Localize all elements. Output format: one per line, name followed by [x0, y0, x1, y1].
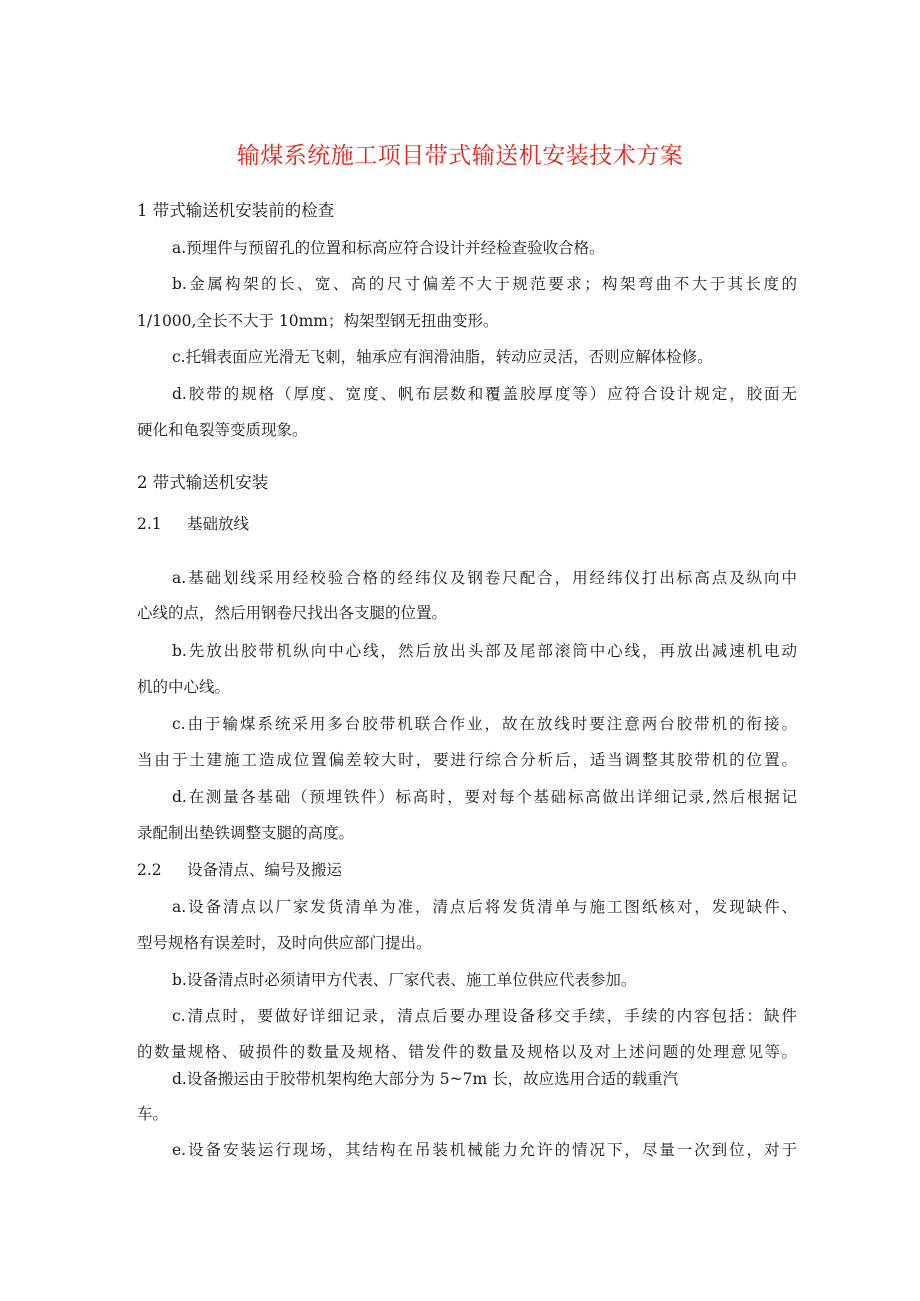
- subsection-2-2-number: 2.2: [137, 861, 162, 879]
- section-1-item-b-line1: b.金属构架的长、宽、高的尺寸偏差不大于规范要求；构架弯曲不大于其长度的: [172, 275, 797, 293]
- subsection-2-2-item-c-line1: c.清点时，要做好详细记录，清点后要办理设备移交手续，手续的内容包括：缺件: [172, 1007, 797, 1025]
- section-1-heading: 1 带式输送机安装前的检查: [137, 201, 335, 220]
- subsection-2-2-title: 设备清点、编号及搬运: [187, 861, 343, 879]
- section-1-item-b-line2: 1/1000,全长不大于 10mm；构架型钢无扭曲变形。: [137, 312, 499, 330]
- subsection-2-1-item-a-line2: 心线的点，然后用钢卷尺找出各支腿的位置。: [137, 604, 448, 622]
- section-1-item-d-line2: 硬化和龟裂等变质现象。: [137, 421, 308, 439]
- subsection-2-1-item-b-line2: 机的中心线。: [137, 678, 231, 696]
- subsection-2-1-number: 2.1: [137, 515, 162, 533]
- section-1-item-a: a.预埋件与预留孔的位置和标高应符合设计并经检查验收合格。: [172, 239, 605, 257]
- subsection-2-2-item-e-line1: e.设备安装运行现场，其结构在吊装机械能力允许的情况下，尽量一次到位，对于: [172, 1141, 797, 1159]
- subsection-2-1-title: 基础放线: [187, 515, 250, 533]
- section-1-item-d-line1: d.胶带的规格（厚度、宽度、帆布层数和覆盖胶厚度等）应符合设计规定，胶面无: [172, 385, 797, 403]
- subsection-2-2-item-d-line2: 车。: [137, 1105, 169, 1123]
- section-1-item-c: c.托辑表面应光滑无飞刺，轴承应有润滑油脂，转动应灵活，否则应解体检修。: [172, 348, 713, 366]
- subsection-2-2-item-c-line2: 的数量规格、破损件的数量及规格、错发件的数量及规格以及对上述问题的处理意见等。: [137, 1043, 797, 1061]
- subsection-2-2-heading: [137, 858, 797, 882]
- subsection-2-2-item-d-line1: d.设备搬运由于胶带机架构绝大部分为 5~7m 长，故应选用合适的载重汽: [172, 1070, 679, 1088]
- subsection-2-2-item-b: b.设备清点时必须请甲方代表、厂家代表、施工单位供应代表参加。: [172, 971, 637, 989]
- subsection-2-1-item-b-line1: b.先放出胶带机纵向中心线，然后放出头部及尾部滚筒中心线，再放出减速机电动: [172, 642, 797, 660]
- subsection-2-2-item-a-line2: 型号规格有误差时，及时向供应部门提出。: [137, 934, 432, 952]
- subsection-2-1-item-d-line2: 录配制出垫铁调整支腿的高度。: [137, 824, 355, 842]
- subsection-2-1-item-c-line2: 当由于土建施工造成位置偏差较大时，要进行综合分析后，适当调整其胶带机的位置。: [137, 751, 797, 769]
- document-title: 输煤系统施工项目带式输送机安装技术方案: [236, 143, 684, 169]
- subsection-2-1-item-d-line1: d.在测量各基础（预埋铁件）标高时，要对每个基础标高做出详细记录,然后根据记: [172, 788, 797, 806]
- section-2-heading: 2 带式输送机安装: [137, 473, 269, 492]
- subsection-2-1-heading: [137, 512, 797, 536]
- subsection-2-1-item-c-line1: c.由于输煤系统采用多台胶带机联合作业，故在放线时要注意两台胶带机的衔接。: [172, 715, 797, 733]
- subsection-2-2-item-a-line1: a.设备清点以厂家发货清单为准，清点后将发货清单与施工图纸核对，发现缺件、: [172, 898, 797, 916]
- subsection-2-1-item-a-line1: a.基础划线采用经校验合格的经纬仪及钢卷尺配合，用经纬仪打出标高点及纵向中: [172, 569, 797, 587]
